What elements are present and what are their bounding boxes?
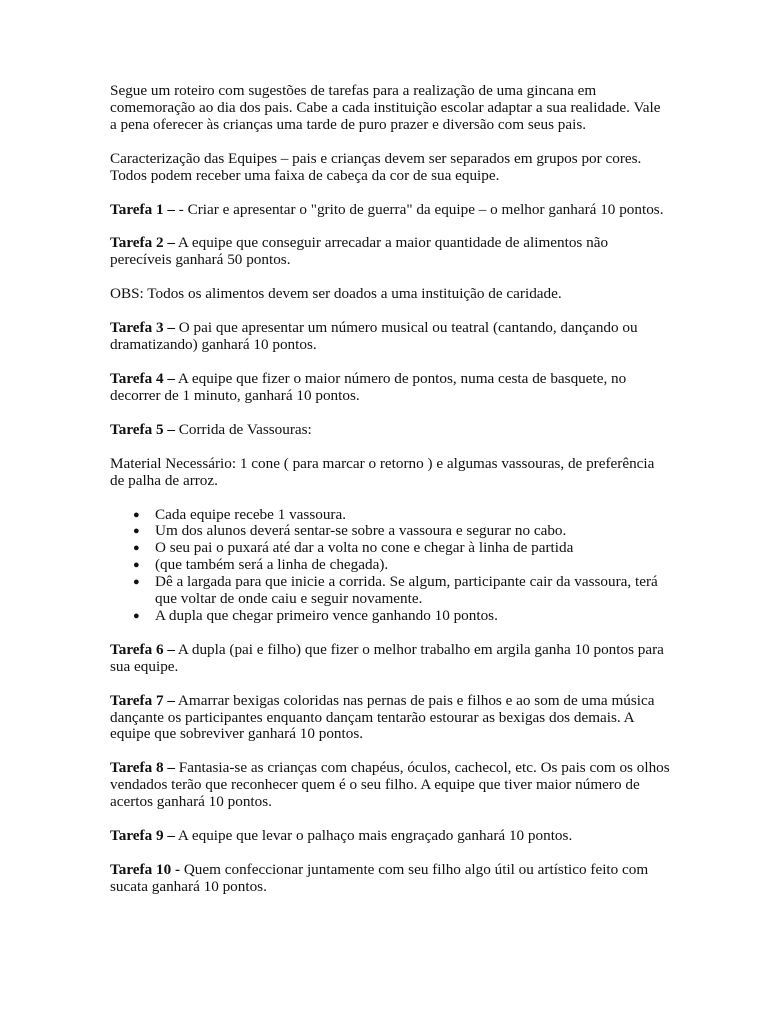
task-label: Tarefa 7 – [110, 691, 175, 709]
task-label: Tarefa 1 – [110, 200, 175, 218]
list-item [133, 556, 670, 574]
material-paragraph: Material Necessário: 1 cone ( para marcar o retorno ) e algumas vassouras, de preferência de palha de arroz. [110, 454, 655, 489]
task-text: Quem confeccionar juntamente com seu filho algo útil ou artístico feito com sucata ganhará 10 pontos. [110, 861, 649, 895]
task-7 [110, 693, 670, 744]
task-label: Tarefa 6 – [110, 640, 175, 658]
list-item-text: A dupla que chegar primeiro vence ganhando 10 pontos. [155, 606, 498, 624]
task-label: Tarefa 3 – [110, 319, 175, 337]
bullet-icon: ● [133, 525, 140, 538]
bullet-icon: ● [133, 576, 140, 589]
task-2 [110, 235, 670, 269]
obs-paragraph: OBS: Todos os alimentos devem ser doados a uma instituição de caridade. [110, 285, 562, 303]
list-item-text: (que também será a linha de chegada). [155, 556, 389, 574]
task-3 [110, 320, 670, 354]
bullet-icon: ● [133, 542, 140, 555]
task-10 [110, 862, 670, 896]
task-5 [110, 422, 670, 439]
task-text: A equipe que conseguir arrecadar a maior quantidade de alimentos não perecíveis ganhará 50 pontos. [110, 234, 609, 269]
list-item-text: Cada equipe recebe 1 vassoura. [155, 505, 347, 523]
document-page [110, 83, 670, 913]
task-9 [110, 828, 670, 845]
list-item-text: O seu pai o puxará até dar a volta no cone e chegar à linha de partida [155, 539, 574, 557]
task-text: Corrida de Vassouras: [174, 420, 312, 438]
race-steps-list [110, 507, 670, 625]
task-label: Tarefa 4 – [110, 369, 175, 387]
task-label: Tarefa 10 - [110, 861, 181, 878]
list-item [133, 522, 670, 540]
list-item-text: Dê a largada para que inicie a corrida. Se algum, participante cair da vassoura, terá que voltar de onde caiu e seguir novamente. [155, 573, 658, 608]
task-label: Tarefa 2 – [110, 234, 175, 252]
task-text: A equipe que levar o palhaço mais engraçado ganhará 10 pontos. [174, 827, 573, 845]
list-item [133, 539, 670, 557]
task-label: Tarefa 9 – [110, 827, 175, 845]
task-4 [110, 371, 670, 405]
bullet-icon: ● [133, 609, 140, 622]
task-text: A dupla (pai e filho) que fizer o melhor trabalho em argila ganha 10 pontos para sua equipe. [110, 640, 664, 675]
task-text: Fantasia-se as crianças com chapéus, óculos, cachecol, etc. Os pais com os olhos vendados terão que reconhecer quem é o seu filho. A equipe que tiver maior número de acertos ganhará 10 pontos. [110, 759, 670, 811]
task-label: Tarefa 5 – [110, 420, 175, 438]
task-text: - Criar e apresentar o "grito de guerra" da equipe – o melhor ganhará 10 pontos. [174, 200, 664, 218]
list-item [133, 505, 670, 524]
list-item-text: Um dos alunos deverá sentar-se sobre a vassoura e segurar no cabo. [155, 522, 567, 540]
task-1 [110, 202, 670, 219]
task-8 [110, 760, 670, 811]
task-text: O pai que apresentar um número musical ou teatral (cantando, dançando ou dramatizando) ganhará 10 pontos. [110, 319, 638, 354]
task-label: Tarefa 8 – [110, 759, 175, 777]
task-text: A equipe que fizer o maior número de pontos, numa cesta de basquete, no decorrer de 1 minuto, ganhará 10 pontos. [110, 369, 627, 404]
bullet-icon: ● [133, 559, 140, 572]
task-6 [110, 642, 670, 676]
teams-paragraph: Caracterização das Equipes – pais e crianças devem ser separados em grupos por cores. Todos podem receber uma faixa de cabeça da cor de sua equipe. [110, 149, 642, 184]
intro-paragraph: Segue um roteiro com sugestões de tarefas para a realização de uma gincana em comemoração ao dia dos pais. Cabe a cada instituição escolar adaptar a sua realidade. Vale a pena oferecer às crianças uma tarde de puro prazer e diversão com seus pais. [110, 82, 661, 133]
task-text: Amarrar bexigas coloridas nas pernas de pais e filhos e ao som de uma música dançante os participantes enquanto dançam tentarão estourar as bexigas dos demais. A equipe que sobreviver ganhará 10 pontos. [110, 691, 655, 743]
list-item [133, 606, 670, 625]
bullet-icon: ● [133, 508, 140, 521]
list-item [133, 573, 670, 608]
